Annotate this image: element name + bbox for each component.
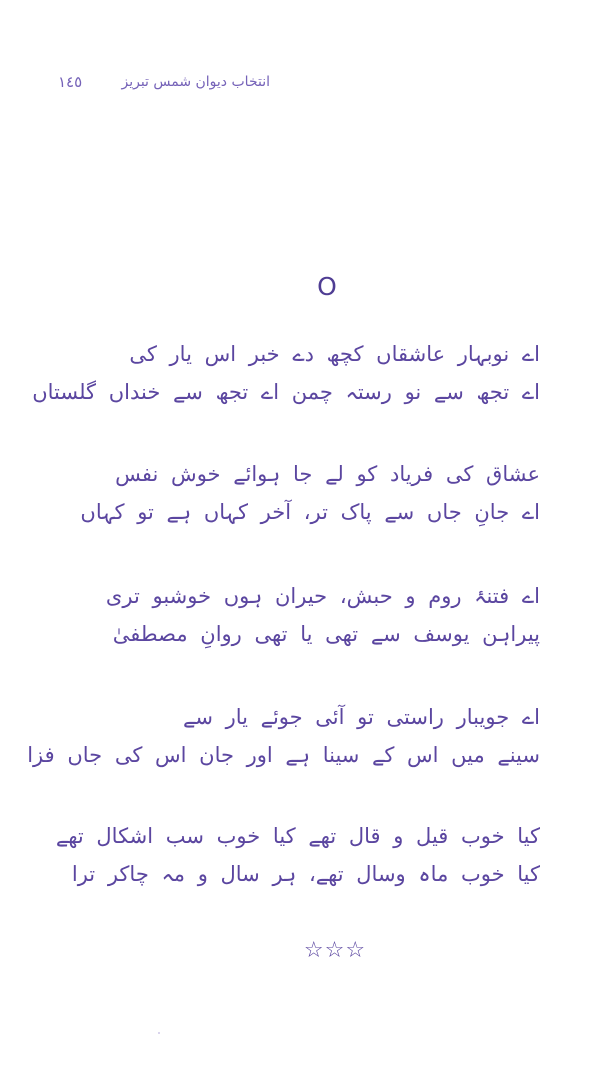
verse-line: اے تجھ سے نو رستہ چمن اے تجھ سے خنداں گلستاں xyxy=(32,380,540,404)
stanza-1 xyxy=(32,335,540,411)
verse-line: اے جانِ جاں سے پاک تر، آخر کہاں ہے تو کہاں xyxy=(80,500,540,524)
book-title: انتخاب دیوان شمس تبریز xyxy=(121,74,270,90)
verse-line: کیا خوب قیل و قال تھے کیا خوب سب اشکال تھے xyxy=(55,824,540,848)
section-marker: O xyxy=(317,272,337,301)
running-header xyxy=(58,68,270,96)
verse-line: اے فتنۂ روم و حبش، حیران ہوں خوشبو تری xyxy=(105,584,540,608)
verse-line: کیا خوب ماہ وسال تھے، ہر سال و مہ چاکر ترا xyxy=(71,862,540,886)
stanza-2 xyxy=(80,455,540,531)
stanza-5 xyxy=(55,817,540,893)
stanza-4 xyxy=(27,698,540,774)
verse-line: عشاق کی فریاد کو لے جا ہوائے خوش نفس xyxy=(115,462,540,486)
paper-speck xyxy=(158,1032,160,1034)
verse-line: سینے میں اس کے سینا ہے اور جان اس کی جاں فزا xyxy=(27,743,540,767)
star-ornament: ☆☆☆ xyxy=(303,938,367,963)
stanza-3 xyxy=(105,577,540,653)
verse-line: اے نوبہار عاشقاں کچھ دے خبر اس یار کی xyxy=(129,342,540,366)
page-number: ١٤٥ xyxy=(58,73,83,91)
verse-line: اے جویبار راستی تو آئی جوئے یار سے xyxy=(183,705,540,729)
verse-line: پیراہن یوسف سے تھی یا تھی روانِ مصطفیٰ xyxy=(112,622,540,646)
